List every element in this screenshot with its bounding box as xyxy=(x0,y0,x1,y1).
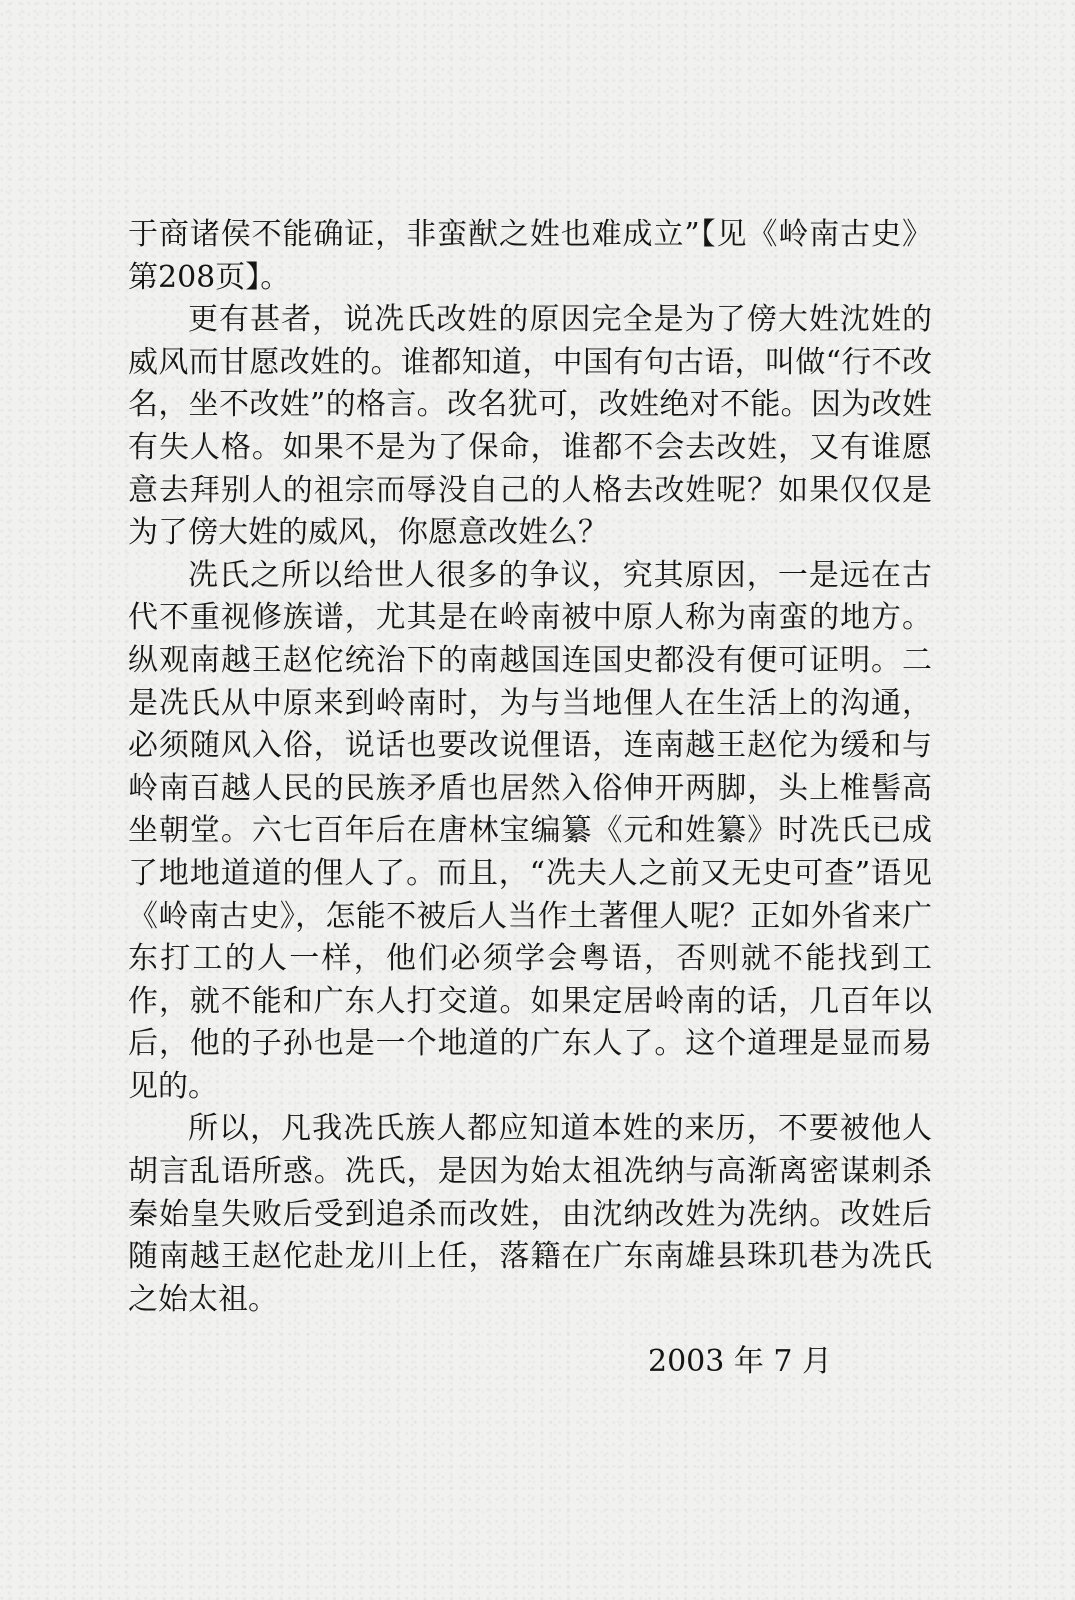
paragraph-conclusion: 所以，凡我冼氏族人都应知道本姓的来历，不要被他人胡言乱语所惑。冼氏，是因为始太祖冼纳与高渐离密谋刺杀秦始皇失败后受到追杀而改姓，由沈纳改姓为冼纳。改姓后随南越王赵佗赴龙川上任，落籍在广东南雄县珠玑巷为冼氏之始太祖。 xyxy=(128,1111,932,1317)
date-line: 2003 年 7 月 xyxy=(648,1344,833,1379)
body-text xyxy=(128,214,932,1321)
paragraph-continuation: 于商诸侯不能确证，非蛮猷之姓也难成立”【见《岭南古史》第208页】。 xyxy=(128,217,932,295)
paragraph-surname-change: 更有甚者，说冼氏改姓的原因完全是为了傍大姓沈姓的威风而甘愿改姓的。谁都知道，中国有句古语，叫做“行不改名，坐不改姓”的格言。改名犹可，改姓绝对不能。因为改姓有失人格。如果不是为了保命，谁都不会去改姓，又有谁愿意去拜别人的祖宗而辱没自己的人格去改姓呢？如果仅仅是为了傍大姓的威风，你愿意改姓么？ xyxy=(128,302,932,551)
paragraph-controversy-reasons: 冼氏之所以给世人很多的争议，究其原因，一是远在古代不重视修族谱，尤其是在岭南被中原人称为南蛮的地方。纵观南越王赵佗统治下的南越国连国史都没有便可证明。二是冼氏从中原来到岭南时，为与当地俚人在生活上的沟通，必须随风入俗，说话也要改说俚语，连南越王赵佗为缓和与岭南百越人民的民族矛盾也居然入俗伸开两脚，头上椎髻高坐朝堂。六七百年后在唐林宝编纂《元和姓纂》时冼氏已成了地地道道的俚人了。而且，“冼夫人之前又无史可查”语见《岭南古史》，怎能不被后人当作土著俚人呢？正如外省来广东打工的人一样，他们必须学会粤语，否则就不能找到工作，就不能和广东人打交道。如果定居岭南的话，几百年以后，他的子孙也是一个地道的广东人了。这个道理是显而易见的。 xyxy=(128,557,932,1104)
